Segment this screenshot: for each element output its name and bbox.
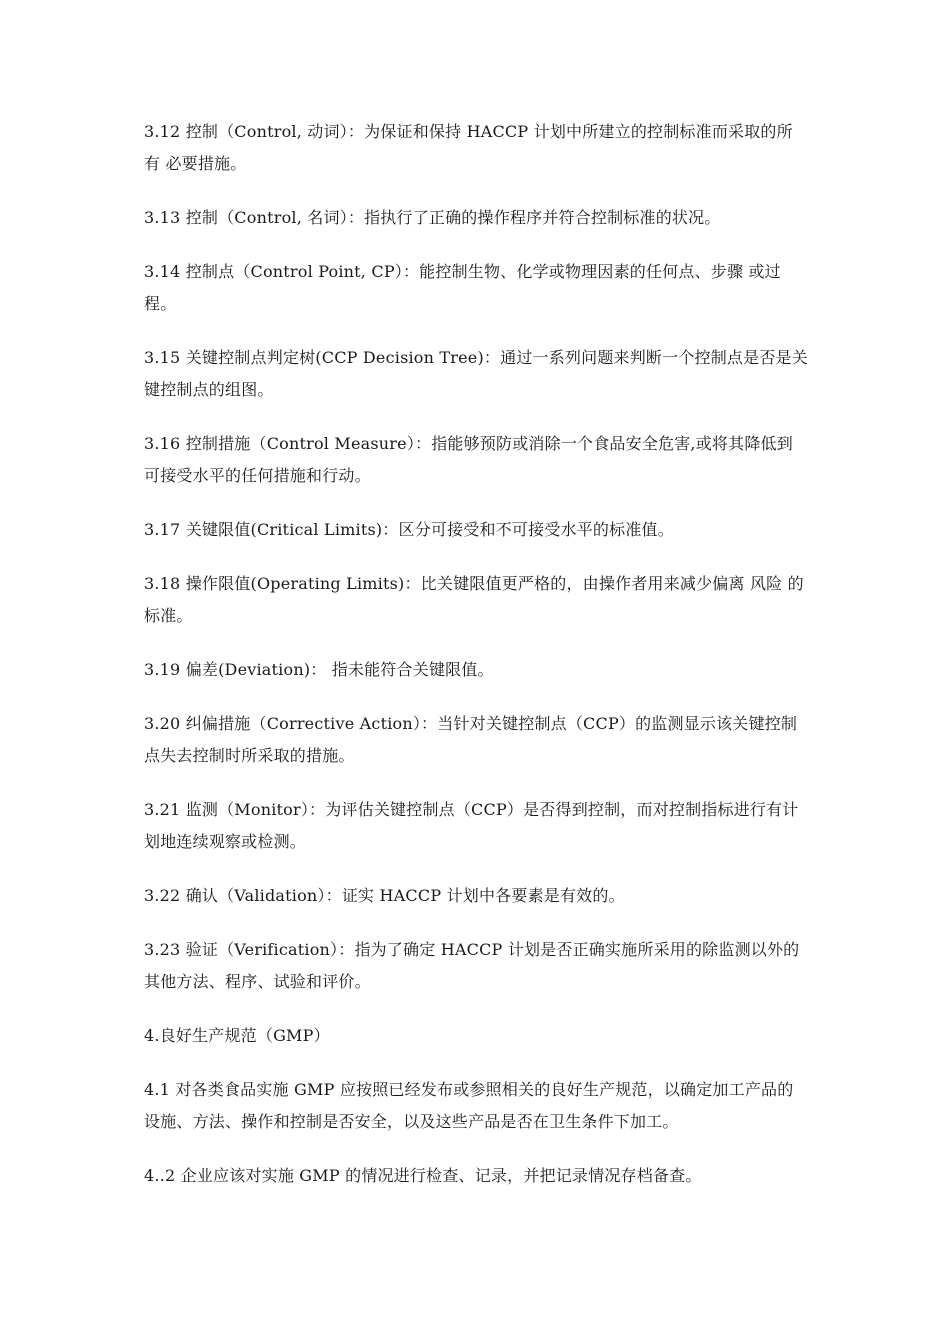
paragraph-3-18: 3.18 操作限值(Operating Limits)：比关键限值更严格的，由操作者用来减少偏离 风险 的标准。 (144, 574, 804, 625)
section-heading-4: 4.良好生产规范（GMP） (144, 1026, 330, 1045)
paragraph-3-16: 3.16 控制措施（Control Measure）：指能够预防或消除一个食品安全危害,或将其降低到 可接受水平的任何措施和行动。 (144, 434, 799, 485)
paragraph-4-1: 4.1 对各类食品实施 GMP 应按照已经发布或参照相关的良好生产规范，以确定加工产品的设施、方法、操作和控制是否安全，以及这些产品是否在卫生条件下加工。 (144, 1080, 794, 1131)
paragraph-3-15: 3.15 关键控制点判定树(CCP Decision Tree)：通过一系列问题来判断一个控制点是否是关键控制点的组图。 (144, 348, 808, 399)
paragraph-3-12: 3.12 控制（Control, 动词）：为保证和保持 HACCP 计划中所建立的控制标准而采取的所有 必要措施。 (144, 122, 793, 173)
paragraph-3-20: 3.20 纠偏措施（Corrective Action）：当针对关键控制点（CCP）的监测显示该关键控制 点失去控制时所采取的措施。 (144, 714, 803, 765)
paragraph-3-21: 3.21 监测（Monitor）：为评估关键控制点（CCP）是否得到控制，而对控制指标进行有计 划地连续观察或检测。 (144, 800, 804, 851)
paragraph-3-13: 3.13 控制（Control, 名词）：指执行了正确的操作程序并符合控制标准的状况。 (144, 208, 721, 227)
paragraph-3-19: 3.19 偏差(Deviation)： 指未能符合关键限值。 (144, 660, 494, 679)
paragraph-3-22: 3.22 确认（Validation）：证实 HACCP 计划中各要素是有效的。 (144, 886, 625, 905)
paragraph-4-2: 4..2 企业应该对实施 GMP 的情况进行检查、记录，并把记录情况存档备查。 (144, 1166, 702, 1185)
paragraph-3-14: 3.14 控制点（Control Point, CP）：能控制生物、化学或物理因素的任何点、步骤 或过程。 (144, 262, 781, 313)
paragraph-3-17: 3.17 关键限值(Critical Limits)：区分可接受和不可接受水平的标准值。 (144, 520, 674, 539)
document-body (144, 116, 808, 1214)
paragraph-3-23: 3.23 验证（Verification）：指为了确定 HACCP 计划是否正确实施所采用的除监测以外的 其他方法、程序、试验和评价。 (144, 940, 805, 991)
